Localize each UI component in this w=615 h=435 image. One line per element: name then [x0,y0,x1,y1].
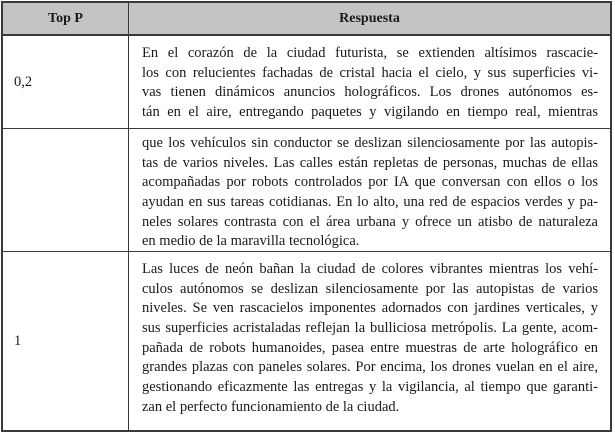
text-line: que los vehículos sin conductor se deslizan silenciosamente por las autopis- [142,135,598,151]
text-line: los con relucientes fachadas de cristal hacia el cielo, y sus superficies vi- [142,64,598,81]
row-1-top-p [3,36,129,129]
text-line: tán en el aire, entregando paquetes y vigilando en tiempo real, mientras [142,104,598,121]
row-3-respuesta [129,252,610,430]
text-line: ayudan en sus tareas cotidianas. En lo alto, una red de espacios verdes y pa- [142,194,598,211]
text-line: En el corazón de la ciudad futurista, se extienden altísimos rascacie- [142,45,598,61]
row-2-respuesta [129,129,610,252]
text-line: grandes plazas con paneles solares. Por encima, los drones vuelan en el aire, [142,359,598,376]
text-line: pañada de robots humanoides, pasea entre muestras de arte holográfico en [142,339,598,356]
header-top-p-label: Top P [48,10,83,26]
row-2-top-p [3,129,129,252]
row-1-respuesta [129,36,610,129]
text-line: gestionando eficazmente las entregas y la vigilancia, al tiempo que garanti- [142,379,598,396]
header-respuesta-label: Respuesta [339,10,400,26]
text-line: culos autónomos se deslizan silenciosamente por las autopistas de varios [142,280,598,297]
text-line: niveles. Se ven rascacielos imponentes adornados con jardines verticales, y [142,300,598,317]
text-line: acompañadas por robots controlados por IA que conversan con ellos o los [142,174,598,191]
text-line: vas tienen dinámicos anuncios holográficos. Los drones autónomos es- [142,84,598,101]
text-line: tas de varios niveles. Las calles están repletas de personas, muchas de ellas [142,154,598,171]
text-line: neles solares contrasta con el área urbana y ofrece un atisbo de naturaleza [142,213,598,230]
top-p-value: 1 [14,332,22,349]
top-p-comparison-table [1,1,612,432]
text-line: zan el perfecto funcionamiento de la ciudad. [142,398,400,415]
header-respuesta [129,3,610,36]
text-line: Las luces de neón bañan la ciudad de colores vibrantes mientras los vehí- [142,261,598,277]
header-top-p [3,3,129,36]
row-3-top-p [3,252,129,430]
text-line: en medio de la maravilla tecnológica. [142,233,360,250]
top-p-value: 0,2 [14,73,33,90]
text-line: sus superficies acristaladas reflejan la bulliciosa metrópolis. La gente, acom- [142,320,598,337]
